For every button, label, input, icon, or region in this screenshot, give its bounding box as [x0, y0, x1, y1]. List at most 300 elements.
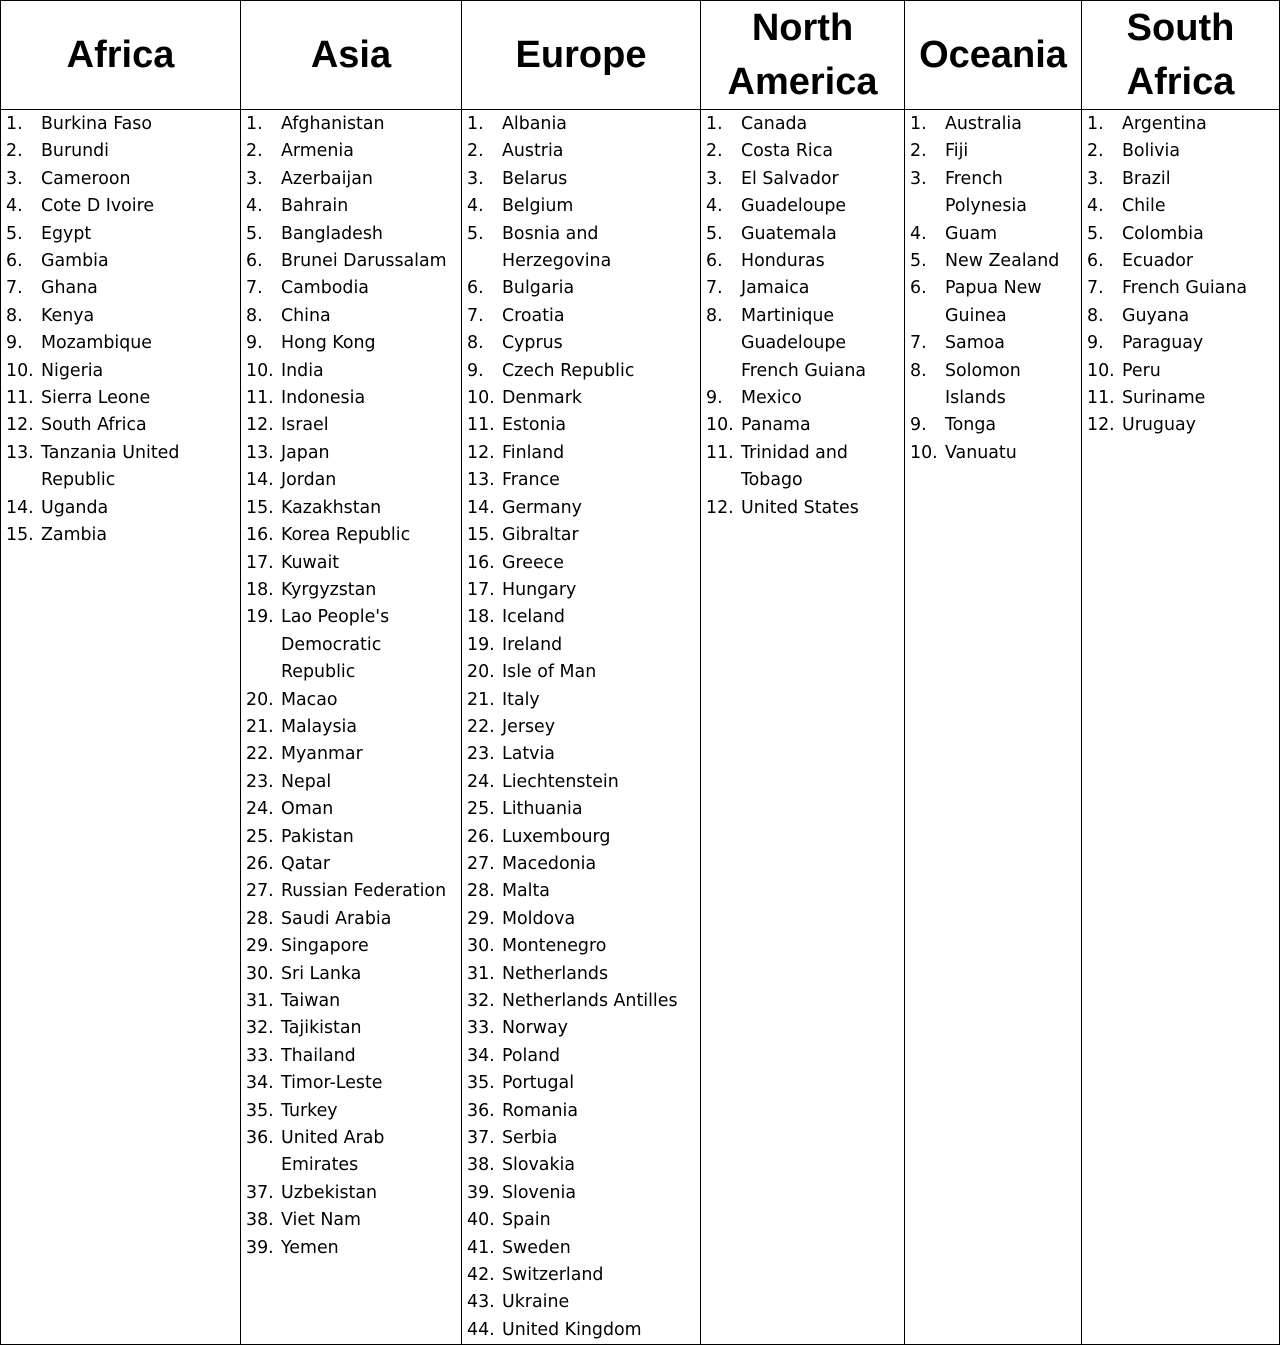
list-item-number: 9.	[1087, 333, 1104, 354]
country-name: Croatia	[502, 305, 565, 326]
country-name: Sri Lanka	[281, 963, 362, 984]
list-item-number: 43.	[467, 1292, 495, 1313]
country-name: Ireland	[502, 634, 563, 655]
country-name: Panama	[741, 415, 811, 436]
country-name: Zambia	[41, 525, 108, 546]
country-name: Kyrgyzstan	[281, 579, 377, 600]
list-item-number: 36.	[467, 1100, 495, 1121]
list-item-number: 12.	[467, 442, 495, 463]
list-item-number: 14.	[246, 470, 274, 491]
country-list-item	[241, 522, 461, 549]
country-name: El Salvador	[741, 168, 839, 189]
region-cell-oceania	[905, 110, 1082, 1345]
country-name: Germany	[502, 497, 582, 518]
country-list-item	[241, 385, 461, 412]
country-name: New Zealand	[945, 251, 1060, 272]
country-name: Russian Federation	[281, 881, 447, 902]
list-item-number: 21.	[246, 716, 274, 737]
country-list-item	[462, 1317, 700, 1344]
list-item-number: 22.	[467, 716, 495, 737]
list-item-number: 12.	[1087, 415, 1115, 436]
country-list-item	[1082, 138, 1279, 165]
list-item-number: 16.	[246, 525, 274, 546]
country-list-item	[462, 385, 700, 412]
list-item-number: 32.	[467, 991, 495, 1011]
country-list-item	[905, 111, 1081, 138]
country-list-item	[905, 275, 1081, 330]
country-list-item	[462, 467, 700, 494]
list-item-number: 5.	[246, 223, 263, 244]
list-item-number: 20.	[467, 662, 495, 683]
list-item-number: 5.	[1087, 223, 1104, 244]
country-list-item	[462, 632, 700, 659]
country-list-north-america	[701, 110, 904, 522]
list-item-number: 20.	[246, 689, 274, 710]
country-list-oceania	[905, 110, 1081, 467]
country-list-item	[241, 303, 461, 330]
country-name: Malta	[502, 881, 550, 902]
list-item-number: 3.	[910, 168, 927, 189]
list-item-number: 35.	[467, 1073, 495, 1094]
country-name: Egypt	[41, 223, 92, 244]
region-header-europe: Europe	[462, 1, 701, 110]
country-name: Martinique Guadeloupe French Guiana	[741, 305, 867, 381]
country-list-item	[241, 138, 461, 165]
list-item-number: 3.	[706, 168, 723, 189]
country-name: Czech Republic	[502, 360, 635, 381]
country-list-item	[241, 166, 461, 193]
country-name: Saudi Arabia	[281, 908, 392, 929]
list-item-number: 32.	[246, 1018, 274, 1039]
country-list-item	[701, 166, 904, 193]
region-cell-europe	[462, 110, 701, 1345]
list-item-number: 29.	[246, 936, 274, 957]
country-name: Belarus	[502, 168, 568, 189]
country-list-item	[241, 111, 461, 138]
country-name: Macao	[281, 689, 338, 710]
country-list-item	[462, 1043, 700, 1070]
list-item-number: 4.	[910, 223, 927, 244]
country-name: Chile	[1122, 196, 1166, 217]
country-list-item	[462, 221, 700, 276]
country-list-item	[701, 303, 904, 385]
list-item-number: 3.	[1087, 168, 1104, 189]
country-list-item	[1082, 303, 1279, 330]
country-list-item	[462, 358, 700, 385]
country-name: Estonia	[502, 415, 567, 436]
country-list-item	[462, 851, 700, 878]
country-name: Spain	[502, 1210, 551, 1231]
list-item-number: 4.	[6, 196, 23, 217]
country-list-item	[462, 906, 700, 933]
list-item-number: 5.	[6, 223, 23, 244]
country-name: Nepal	[281, 771, 332, 792]
country-name: Cameroon	[41, 168, 131, 189]
list-item-number: 7.	[910, 333, 927, 354]
country-list-item	[462, 303, 700, 330]
country-name: Honduras	[741, 251, 825, 272]
country-list-item	[905, 412, 1081, 439]
country-name: Poland	[502, 1045, 561, 1066]
country-name: Uzbekistan	[281, 1182, 378, 1203]
country-list-item	[462, 933, 700, 960]
list-item-number: 11.	[1087, 388, 1115, 409]
list-item-number: 6.	[706, 251, 723, 272]
list-item-number: 11.	[6, 388, 34, 409]
country-name: United States	[741, 497, 859, 518]
list-item-number: 1.	[910, 114, 927, 134]
list-item-number: 6.	[910, 278, 927, 299]
country-name: Lao People's Democratic Republic	[281, 607, 390, 683]
country-name: Colombia	[1122, 223, 1204, 244]
country-list-item	[241, 878, 461, 905]
list-item-number: 42.	[467, 1265, 495, 1286]
country-list-item	[241, 330, 461, 357]
country-name: Portugal	[502, 1073, 575, 1094]
country-list-item	[241, 1207, 461, 1234]
country-name: Pakistan	[281, 826, 354, 847]
country-list-item	[905, 248, 1081, 275]
list-item-number: 11.	[706, 442, 734, 463]
list-item-number: 5.	[467, 223, 484, 244]
country-list-item	[241, 933, 461, 960]
country-list-item	[1082, 385, 1279, 412]
country-list-item	[462, 275, 700, 302]
country-name: Canada	[741, 114, 808, 134]
country-list-item	[462, 550, 700, 577]
country-list-item	[462, 1235, 700, 1262]
list-item-number: 6.	[6, 251, 23, 272]
country-name: Liechtenstein	[502, 771, 619, 792]
country-name: Tajikistan	[281, 1018, 362, 1039]
list-item-number: 18.	[467, 607, 495, 628]
country-list-item	[241, 906, 461, 933]
list-item-number: 38.	[246, 1210, 274, 1231]
region-cell-north-america	[701, 110, 905, 1345]
list-item-number: 15.	[467, 525, 495, 546]
list-item-number: 11.	[467, 415, 495, 436]
country-name: Peru	[1122, 360, 1161, 381]
list-item-number: 4.	[467, 196, 484, 217]
country-name: Gibraltar	[502, 525, 579, 546]
list-item-number: 33.	[467, 1018, 495, 1039]
country-list-item	[1, 221, 240, 248]
country-name: Bulgaria	[502, 278, 575, 299]
country-list-item	[701, 440, 904, 495]
country-list-item	[462, 193, 700, 220]
country-list-item	[241, 769, 461, 796]
list-item-number: 15.	[246, 497, 274, 518]
country-list-item	[462, 878, 700, 905]
country-name: French Guiana	[1122, 278, 1248, 299]
list-item-number: 8.	[706, 305, 723, 326]
country-name: Papua New Guinea	[945, 278, 1042, 326]
country-list-item	[701, 385, 904, 412]
country-list-item	[241, 687, 461, 714]
country-name: Belgium	[502, 196, 574, 217]
country-name: Kenya	[41, 305, 95, 326]
country-list-item	[905, 166, 1081, 221]
list-item-number: 2.	[706, 141, 723, 162]
list-item-number: 34.	[467, 1045, 495, 1066]
country-list-item	[241, 221, 461, 248]
country-name: Austria	[502, 141, 564, 162]
list-item-number: 8.	[467, 333, 484, 354]
list-item-number: 9.	[6, 333, 23, 354]
list-item-number: 26.	[246, 853, 274, 874]
region-header-north-america: North America	[701, 1, 905, 110]
country-list-item	[241, 193, 461, 220]
country-name: Romania	[502, 1100, 579, 1121]
country-name: Singapore	[281, 936, 369, 957]
country-list-item	[462, 1262, 700, 1289]
list-item-number: 34.	[246, 1073, 274, 1094]
country-list-item	[462, 577, 700, 604]
country-list-item	[462, 796, 700, 823]
list-item-number: 25.	[467, 799, 495, 820]
country-list-item	[701, 412, 904, 439]
list-item-number: 17.	[467, 579, 495, 600]
country-name: Gambia	[41, 251, 109, 272]
list-item-number: 14.	[6, 497, 34, 518]
country-list-item	[462, 111, 700, 138]
country-name: Tonga	[945, 415, 997, 436]
country-list-item	[241, 1015, 461, 1042]
country-name: French Polynesia	[945, 168, 1027, 217]
country-name: Isle of Man	[502, 662, 597, 683]
country-name: Burundi	[41, 141, 110, 162]
country-list-item	[701, 495, 904, 522]
country-list-asia	[241, 110, 461, 1262]
list-item-number: 15.	[6, 525, 34, 546]
list-item-number: 38.	[467, 1155, 495, 1176]
list-item-number: 31.	[246, 991, 274, 1011]
country-name: Netherlands Antilles	[502, 991, 678, 1011]
country-list-item	[1, 495, 240, 522]
list-item-number: 17.	[246, 552, 274, 573]
country-list-item	[241, 495, 461, 522]
country-list-item	[1082, 111, 1279, 138]
list-item-number: 41.	[467, 1237, 495, 1258]
country-list-item	[1, 440, 240, 495]
country-name: Bangladesh	[281, 223, 383, 244]
country-list-item	[701, 138, 904, 165]
country-name: Finland	[502, 442, 565, 463]
country-name: Bosnia and Herzegovina	[502, 223, 612, 272]
country-list-item	[241, 851, 461, 878]
list-item-number: 4.	[1087, 196, 1104, 217]
list-item-number: 25.	[246, 826, 274, 847]
country-name: Suriname	[1122, 388, 1206, 409]
country-list-item	[1, 358, 240, 385]
country-list-item	[462, 1070, 700, 1097]
country-name: Macedonia	[502, 853, 597, 874]
country-name: Tanzania United Republic	[41, 442, 180, 491]
country-name: Mexico	[741, 388, 802, 409]
list-item-number: 28.	[467, 881, 495, 902]
country-name: Kuwait	[281, 552, 340, 573]
country-list-item	[241, 796, 461, 823]
list-item-number: 18.	[246, 579, 274, 600]
list-item-number: 7.	[1087, 278, 1104, 299]
country-list-item	[462, 961, 700, 988]
list-item-number: 2.	[467, 141, 484, 162]
country-list-item	[462, 769, 700, 796]
list-item-number: 3.	[6, 168, 23, 189]
list-item-number: 7.	[6, 278, 23, 299]
country-lists-row	[1, 110, 1280, 1345]
country-list-item	[462, 604, 700, 631]
list-item-number: 10.	[706, 415, 734, 436]
list-item-number: 2.	[1087, 141, 1104, 162]
region-cell-south-africa	[1082, 110, 1280, 1345]
country-name: Hong Kong	[281, 333, 376, 354]
country-list-item	[1, 166, 240, 193]
country-name: China	[281, 305, 331, 326]
list-item-number: 13.	[467, 470, 495, 491]
list-item-number: 24.	[467, 771, 495, 792]
country-name: Latvia	[502, 744, 555, 765]
list-item-number: 27.	[246, 881, 274, 902]
country-list-item	[462, 138, 700, 165]
list-item-number: 10.	[910, 442, 938, 463]
list-item-number: 2.	[246, 141, 263, 162]
list-item-number: 8.	[6, 305, 23, 326]
country-name: Timor-Leste	[281, 1073, 383, 1094]
country-list-south-africa	[1082, 110, 1279, 440]
region-header-asia: Asia	[241, 1, 462, 110]
country-name: Cambodia	[281, 278, 369, 299]
list-item-number: 8.	[1087, 305, 1104, 326]
country-list-item	[241, 248, 461, 275]
country-name: Nigeria	[41, 360, 104, 381]
list-item-number: 35.	[246, 1100, 274, 1121]
country-list-item	[462, 522, 700, 549]
country-name: Oman	[281, 799, 334, 820]
list-item-number: 16.	[467, 552, 495, 573]
list-item-number: 26.	[467, 826, 495, 847]
country-name: Cote D Ivoire	[41, 196, 155, 217]
list-item-number: 1.	[1087, 114, 1104, 134]
country-name: Iceland	[502, 607, 565, 628]
country-name: Lithuania	[502, 799, 583, 820]
country-name: Luxembourg	[502, 826, 611, 847]
country-list-item	[905, 138, 1081, 165]
country-list-item	[462, 440, 700, 467]
list-item-number: 6.	[1087, 251, 1104, 272]
country-list-item	[1, 138, 240, 165]
country-list-europe	[462, 110, 700, 1344]
country-list-item	[462, 1180, 700, 1207]
list-item-number: 10.	[1087, 360, 1115, 381]
list-item-number: 36.	[246, 1128, 274, 1149]
list-item-number: 1.	[706, 114, 723, 134]
country-list-item	[462, 1098, 700, 1125]
country-list-item	[241, 604, 461, 686]
country-list-item	[241, 550, 461, 577]
country-list-item	[241, 1070, 461, 1097]
country-list-item	[462, 330, 700, 357]
country-list-item	[1082, 193, 1279, 220]
country-list-item	[1082, 221, 1279, 248]
country-name: Norway	[502, 1018, 568, 1039]
list-item-number: 30.	[467, 936, 495, 957]
country-list-africa	[1, 110, 240, 550]
country-list-item	[462, 1207, 700, 1234]
country-name: Uruguay	[1122, 415, 1196, 436]
list-item-number: 12.	[6, 415, 34, 436]
country-name: Albania	[502, 114, 567, 134]
list-item-number: 8.	[246, 305, 263, 326]
country-name: Yemen	[281, 1237, 339, 1258]
country-list-item	[241, 412, 461, 439]
country-name: Paraguay	[1122, 333, 1204, 354]
list-item-number: 13.	[246, 442, 274, 463]
country-name: South Africa	[41, 415, 147, 436]
country-name: Denmark	[502, 388, 582, 409]
country-list-item	[701, 193, 904, 220]
header-row	[1, 1, 1280, 110]
list-item-number: 3.	[467, 168, 484, 189]
list-item-number: 6.	[246, 251, 263, 272]
country-name: Malaysia	[281, 716, 357, 737]
country-list-item	[241, 1180, 461, 1207]
country-name: United Kingdom	[502, 1319, 642, 1340]
country-name: Uganda	[41, 497, 109, 518]
list-item-number: 31.	[467, 963, 495, 984]
list-item-number: 1.	[467, 114, 484, 134]
list-item-number: 10.	[6, 360, 34, 381]
list-item-number: 5.	[706, 223, 723, 244]
country-name: Armenia	[281, 141, 354, 162]
list-item-number: 2.	[910, 141, 927, 162]
country-list-item	[1, 275, 240, 302]
list-item-number: 6.	[467, 278, 484, 299]
country-name: Afghanistan	[281, 114, 385, 134]
country-name: Israel	[281, 415, 329, 436]
list-item-number: 4.	[706, 196, 723, 217]
list-item-number: 3.	[246, 168, 263, 189]
country-list-item	[1082, 248, 1279, 275]
list-item-number: 9.	[706, 388, 723, 409]
country-name: France	[502, 470, 560, 491]
country-list-item	[462, 988, 700, 1015]
country-list-item	[241, 440, 461, 467]
list-item-number: 9.	[246, 333, 263, 354]
country-name: Kazakhstan	[281, 497, 382, 518]
list-item-number: 1.	[6, 114, 23, 134]
list-item-number: 28.	[246, 908, 274, 929]
country-name: Turkey	[281, 1100, 338, 1121]
country-name: Brazil	[1122, 168, 1171, 189]
list-item-number: 44.	[467, 1319, 495, 1340]
country-list-item	[462, 1289, 700, 1316]
country-name: Montenegro	[502, 936, 607, 957]
country-name: Myanmar	[281, 744, 363, 765]
list-item-number: 23.	[246, 771, 274, 792]
country-name: Solomon Islands	[945, 360, 1021, 409]
country-list-item	[1, 111, 240, 138]
country-list-item	[701, 275, 904, 302]
country-name: Samoa	[945, 333, 1005, 354]
country-list-item	[905, 440, 1081, 467]
country-name: Guyana	[1122, 305, 1190, 326]
country-name: Ghana	[41, 278, 98, 299]
country-list-item	[462, 687, 700, 714]
country-list-item	[241, 714, 461, 741]
country-list-item	[462, 495, 700, 522]
list-item-number: 1.	[246, 114, 263, 134]
